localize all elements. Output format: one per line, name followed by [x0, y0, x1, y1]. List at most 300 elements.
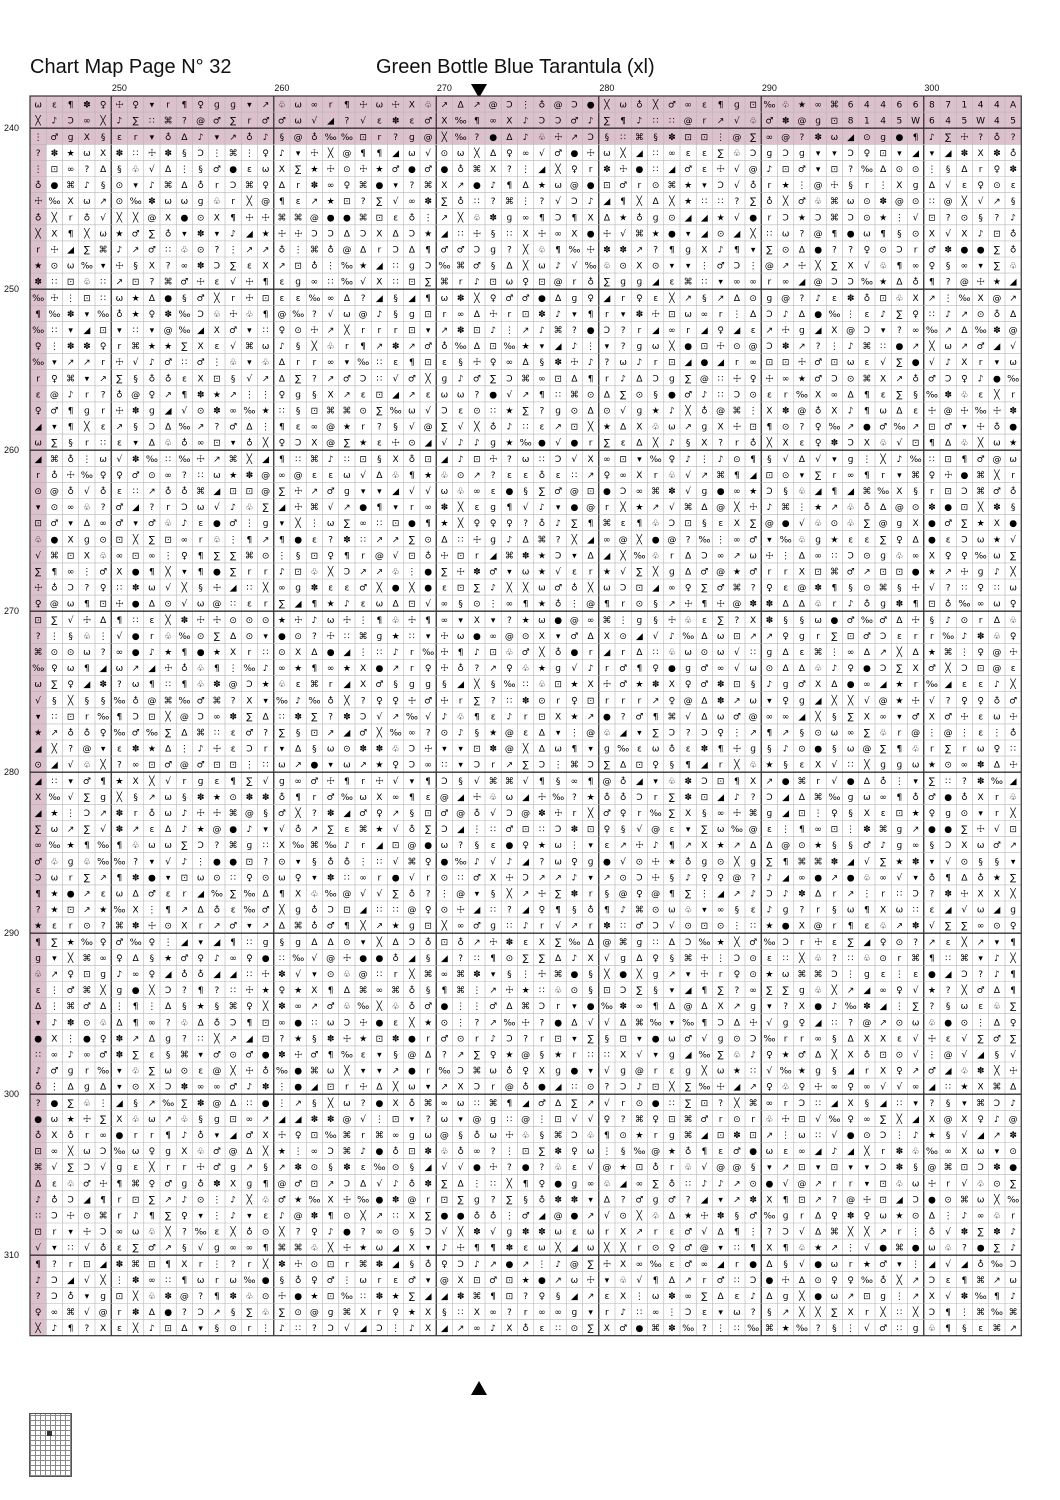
stitch-symbol: ♪ — [344, 841, 350, 852]
stitch-symbol: ★ — [164, 953, 173, 964]
stitch-symbol: ε — [51, 1179, 57, 1190]
stitch-symbol: ∑ — [717, 986, 724, 997]
stitch-symbol: ɡ — [782, 680, 789, 691]
stitch-symbol: ♧ — [277, 680, 286, 691]
stitch-symbol: ★ — [927, 760, 936, 771]
stitch-symbol: ⋮ — [358, 857, 368, 868]
stitch-symbol: ∆ — [555, 953, 562, 964]
stitch-symbol: ɡ — [84, 1082, 90, 1093]
stitch-symbol: ⌘ — [472, 1291, 482, 1302]
stitch-symbol: ♧ — [391, 567, 400, 578]
stitch-symbol: ♪ — [181, 1195, 188, 1206]
stitch-symbol: ☩ — [684, 599, 693, 610]
stitch-symbol: r — [832, 921, 837, 932]
stitch-symbol: ⌘ — [163, 696, 173, 707]
stitch-symbol: ∆ — [35, 1179, 42, 1190]
stitch-symbol: ⌘ — [683, 1114, 693, 1125]
stitch-symbol: ∞ — [375, 1227, 384, 1238]
stitch-symbol: ¶ — [717, 744, 724, 755]
stitch-symbol: ☩ — [115, 599, 124, 610]
stitch-symbol: ▾ — [35, 1018, 41, 1029]
stitch-symbol: ╳ — [864, 1227, 870, 1238]
row-number: 240 — [4, 123, 20, 134]
stitch-symbol: @ — [943, 406, 953, 417]
stitch-symbol: ♂ — [245, 1130, 254, 1141]
stitch-symbol: ♧ — [180, 1114, 189, 1125]
stitch-symbol: ☩ — [505, 986, 514, 997]
stitch-symbol: ♧ — [684, 1163, 693, 1174]
stitch-symbol: r — [166, 1163, 170, 1174]
stitch-symbol: @ — [586, 599, 596, 610]
stitch-symbol: ♀ — [246, 953, 253, 964]
stitch-symbol: ▾ — [490, 969, 496, 980]
stitch-symbol: ▾ — [247, 1211, 252, 1222]
stitch-symbol: § — [555, 1291, 561, 1302]
stitch-symbol: ☩ — [472, 358, 481, 369]
stitch-symbol: ⌘ — [634, 1114, 644, 1125]
stitch-symbol: ♪ — [474, 277, 480, 288]
stitch-symbol: ▾ — [913, 776, 918, 787]
stitch-symbol: √ — [344, 1324, 350, 1335]
stitch-symbol: ● — [537, 1082, 546, 1093]
stitch-symbol: r — [783, 390, 788, 401]
stitch-symbol: ● — [537, 1275, 546, 1286]
stitch-symbol: r — [68, 213, 73, 224]
stitch-symbol: ⊙ — [895, 1018, 904, 1029]
stitch-symbol: ● — [424, 583, 433, 594]
stitch-symbol: ⌘ — [309, 245, 319, 256]
stitch-symbol: @ — [992, 293, 1002, 304]
stitch-symbol: Ↄ — [619, 583, 627, 594]
stitch-symbol: ♂ — [521, 293, 530, 304]
stitch-symbol: § — [312, 1034, 317, 1045]
stitch-symbol: ⊙ — [733, 1034, 741, 1045]
stitch-symbol: ∞ — [635, 486, 644, 497]
stitch-symbol: ▾ — [815, 164, 821, 175]
stitch-symbol: Ↄ — [928, 1275, 936, 1286]
stitch-symbol: ◢ — [847, 1147, 855, 1158]
stitch-symbol: ♂ — [229, 1082, 238, 1093]
stitch-symbol: § — [750, 1163, 756, 1174]
stitch-symbol: r — [718, 309, 723, 320]
stitch-symbol: ∑ — [278, 728, 285, 739]
stitch-symbol: ∞ — [440, 615, 449, 626]
stitch-symbol: ω — [830, 132, 839, 143]
stitch-symbol: Ↄ — [571, 197, 578, 208]
stitch-symbol: r — [328, 680, 333, 691]
stitch-symbol: ⌘ — [732, 583, 742, 594]
stitch-symbol: ✽ — [375, 744, 384, 755]
stitch-symbol: ∷ — [961, 583, 968, 594]
stitch-symbol: ♀ — [343, 181, 351, 192]
stitch-symbol: ● — [537, 293, 546, 304]
stitch-symbol: ♁ — [164, 132, 172, 143]
stitch-symbol: ◢ — [538, 164, 546, 175]
stitch-symbol: ⌘ — [829, 213, 839, 224]
stitch-symbol: ╳ — [376, 937, 383, 948]
stitch-symbol: ● — [846, 680, 855, 691]
stitch-symbol: ∆ — [620, 1018, 627, 1029]
stitch-symbol: ¶ — [864, 905, 870, 916]
stitch-symbol: § — [653, 390, 658, 401]
stitch-symbol: ♪ — [474, 647, 480, 658]
stitch-symbol: @ — [651, 889, 661, 900]
stitch-symbol: ¶ — [67, 422, 74, 433]
stitch-symbol: ω — [651, 342, 660, 353]
stitch-symbol: r — [36, 470, 40, 481]
stitch-symbol: Ↄ — [798, 1098, 806, 1109]
stitch-symbol: ✽ — [603, 245, 611, 256]
stitch-symbol: √ — [214, 503, 220, 514]
stitch-symbol: ∞ — [131, 969, 140, 980]
stitch-symbol: ε — [360, 599, 366, 610]
stitch-symbol: ● — [261, 1275, 270, 1286]
stitch-symbol: ◢ — [782, 792, 790, 803]
stitch-symbol: ☩ — [196, 454, 205, 465]
stitch-symbol: ε — [669, 1259, 675, 1270]
stitch-symbol: ? — [929, 1002, 935, 1013]
stitch-symbol: ↗ — [749, 728, 757, 739]
stitch-symbol: ¶ — [831, 229, 838, 240]
stitch-symbol: r — [800, 1211, 804, 1222]
stitch-symbol: ♂ — [732, 1147, 741, 1158]
stitch-symbol: ♪ — [35, 1195, 42, 1206]
stitch-symbol: ◢ — [782, 873, 790, 884]
stitch-symbol: X — [132, 905, 139, 916]
stitch-symbol: @ — [553, 1211, 563, 1222]
stitch-symbol: ✽ — [164, 148, 172, 159]
stitch-symbol: ✽ — [651, 680, 660, 691]
stitch-symbol: ⊡ — [229, 1114, 237, 1125]
stitch-symbol: ⊡ — [473, 454, 481, 465]
stitch-symbol: ↗ — [83, 889, 91, 900]
stitch-symbol: ♂ — [326, 921, 335, 932]
stitch-symbol: ★ — [294, 986, 303, 997]
stitch-symbol: ♀ — [392, 1308, 399, 1319]
stitch-symbol: ⊡ — [505, 1291, 514, 1302]
stitch-symbol: § — [182, 148, 187, 159]
stitch-symbol: ω — [993, 599, 1001, 610]
stitch-symbol: ╳ — [604, 100, 610, 111]
stitch-symbol: √ — [945, 857, 952, 868]
stitch-symbol: § — [799, 728, 805, 739]
stitch-symbol: ∆ — [506, 261, 513, 272]
stitch-symbol: ∑ — [701, 1291, 708, 1302]
stitch-symbol: ⋮ — [342, 1275, 352, 1286]
stitch-symbol: ∑ — [928, 776, 935, 787]
stitch-symbol: ⊡ — [928, 213, 936, 224]
stitch-symbol: ? — [799, 293, 805, 304]
stitch-symbol: ╳ — [295, 519, 301, 530]
stitch-symbol: ⌘ — [196, 728, 206, 739]
stitch-symbol: ♧ — [82, 857, 91, 868]
stitch-symbol: ♀ — [51, 664, 58, 675]
stitch-symbol: X — [815, 760, 822, 771]
stitch-symbol: X — [181, 1147, 188, 1158]
stitch-symbol: ☩ — [927, 1034, 936, 1045]
stitch-symbol: ⊙ — [733, 342, 741, 353]
stitch-symbol: ¶ — [262, 1243, 269, 1254]
stitch-symbol: X — [51, 229, 58, 240]
stitch-symbol: ♁ — [749, 181, 757, 192]
stitch-symbol: ♁ — [1009, 245, 1017, 256]
stitch-symbol: ⋮ — [407, 567, 417, 578]
stitch-symbol: ◢ — [34, 776, 42, 787]
stitch-symbol: ♧ — [261, 1195, 270, 1206]
stitch-symbol: ∑ — [230, 889, 237, 900]
stitch-symbol: ⋮ — [959, 1308, 969, 1319]
stitch-symbol: ω — [863, 229, 871, 240]
stitch-symbol: ▾ — [68, 776, 73, 787]
stitch-symbol: X — [327, 390, 334, 401]
stitch-symbol: @ — [456, 808, 466, 819]
stitch-symbol: ⊙ — [196, 245, 205, 256]
stitch-symbol: @ — [683, 116, 693, 127]
stitch-symbol: ▾ — [312, 969, 317, 980]
stitch-symbol: ♁ — [246, 1227, 253, 1238]
stitch-symbol: ⊡ — [749, 100, 757, 111]
stitch-symbol: ¶ — [912, 599, 919, 610]
stitch-symbol: Ↄ — [749, 148, 757, 159]
stitch-symbol: ♀ — [961, 551, 968, 562]
stitch-symbol: ♀ — [278, 438, 286, 449]
stitch-symbol: § — [182, 1243, 187, 1254]
stitch-symbol: ∆ — [815, 1050, 822, 1061]
stitch-symbol: ∷ — [279, 953, 285, 964]
stitch-symbol: ● — [814, 245, 823, 256]
stitch-symbol: ♂ — [927, 1066, 936, 1077]
stitch-symbol: ‰ — [990, 1259, 1003, 1270]
stitch-symbol: ∑ — [815, 470, 822, 481]
stitch-symbol: r — [605, 374, 609, 385]
stitch-symbol: ε — [246, 261, 252, 272]
stitch-symbol: X — [571, 229, 578, 240]
stitch-symbol: ∆ — [343, 229, 350, 240]
stitch-symbol: ▾ — [572, 1002, 577, 1013]
stitch-symbol: ⌘ — [667, 712, 677, 723]
stitch-symbol: r — [68, 921, 73, 932]
stitch-symbol: ★ — [667, 857, 676, 868]
stitch-symbol: ω — [326, 615, 335, 626]
stitch-symbol: ∷ — [392, 261, 399, 272]
stitch-symbol: ⌘ — [797, 969, 807, 980]
stitch-symbol: § — [52, 696, 57, 707]
stitch-symbol: ɡ — [409, 132, 415, 143]
stitch-symbol: ◢ — [440, 229, 448, 240]
stitch-symbol: @ — [602, 776, 612, 787]
stitch-symbol: ∆ — [181, 1324, 188, 1335]
stitch-symbol: Ↄ — [766, 309, 773, 320]
stitch-symbol: ♀ — [262, 181, 269, 192]
stitch-symbol: ★ — [50, 808, 59, 819]
stitch-symbol: ∞ — [180, 261, 189, 272]
stitch-symbol: ⊙ — [50, 261, 59, 272]
stitch-symbol: @ — [212, 825, 222, 836]
stitch-symbol: ☩ — [391, 100, 400, 111]
stitch-symbol: ⌘ — [293, 921, 303, 932]
stitch-symbol: ● — [440, 164, 449, 175]
stitch-symbol: ɡ — [35, 953, 41, 964]
stitch-symbol: ‰ — [80, 937, 93, 948]
stitch-symbol: @ — [179, 760, 189, 771]
stitch-symbol: ╳ — [799, 1308, 805, 1319]
stitch-symbol: ♁ — [587, 277, 594, 288]
stitch-symbol: Ↄ — [359, 229, 367, 240]
stitch-symbol: ∆ — [685, 567, 692, 578]
stitch-symbol: ω — [505, 792, 514, 803]
stitch-symbol: ∞ — [375, 986, 384, 997]
stitch-symbol: ♁ — [522, 1324, 529, 1335]
stitch-symbol: ∞ — [424, 503, 432, 514]
stitch-symbol: ∞ — [521, 213, 530, 224]
stitch-symbol: ε — [978, 712, 984, 723]
stitch-symbol: ♪ — [490, 181, 497, 192]
stitch-symbol: ω — [343, 309, 351, 320]
stitch-symbol: ‰ — [844, 1002, 857, 1013]
stitch-symbol: ∆ — [148, 293, 155, 304]
stitch-symbol: ∆ — [733, 1018, 740, 1029]
stitch-symbol: ☩ — [927, 1179, 936, 1190]
stitch-symbol: ✽ — [781, 342, 790, 353]
stitch-symbol: ∞ — [781, 374, 790, 385]
stitch-symbol: § — [669, 873, 675, 884]
stitch-symbol: ∞ — [326, 181, 335, 192]
stitch-symbol: § — [555, 776, 561, 787]
stitch-symbol: ∆ — [766, 1259, 773, 1270]
stitch-symbol: √ — [360, 470, 367, 481]
stitch-symbol: ⌘ — [49, 454, 59, 465]
stitch-symbol: r — [345, 1259, 349, 1270]
stitch-symbol: X — [912, 293, 919, 304]
stitch-symbol: ∑ — [278, 486, 285, 497]
stitch-symbol: ⊙ — [440, 148, 449, 159]
stitch-symbol: ▾ — [1010, 857, 1016, 868]
stitch-symbol: ◢ — [619, 728, 627, 739]
stitch-symbol: ↗ — [830, 503, 839, 514]
stitch-symbol: § — [393, 309, 398, 320]
stitch-symbol: ✽ — [570, 889, 579, 900]
stitch-symbol: ♂ — [976, 986, 985, 997]
stitch-symbol: ∷ — [506, 1114, 513, 1125]
stitch-symbol: ∷ — [230, 873, 236, 884]
stitch-symbol: ▾ — [669, 1018, 675, 1029]
stitch-symbol: ⊡ — [895, 808, 904, 819]
stitch-symbol: ∞ — [976, 599, 985, 610]
stitch-symbol: ♀ — [441, 1259, 448, 1270]
stitch-symbol: ╳ — [587, 422, 594, 433]
stitch-symbol: ∞ — [603, 454, 611, 465]
stitch-symbol: ♪ — [279, 1324, 285, 1335]
stitch-symbol: ♂ — [180, 953, 189, 964]
stitch-symbol: ♁ — [116, 309, 123, 320]
stitch-symbol: r — [556, 1002, 560, 1013]
stitch-symbol: @ — [179, 712, 189, 723]
stitch-symbol: ⊡ — [456, 583, 465, 594]
stitch-symbol: ♪ — [636, 116, 643, 127]
stitch-symbol: ‰ — [877, 486, 890, 497]
stitch-symbol: ⊡ — [310, 406, 319, 417]
stitch-symbol: X — [132, 776, 139, 787]
stitch-symbol: ⊡ — [83, 1259, 91, 1270]
stitch-symbol: Ↄ — [961, 486, 968, 497]
stitch-symbol: √ — [327, 503, 334, 514]
stitch-symbol: ♂ — [50, 1066, 59, 1077]
stitch-symbol: ◢ — [814, 486, 822, 497]
stitch-symbol: ♀ — [506, 519, 513, 530]
stitch-symbol: ◢ — [343, 808, 351, 819]
stitch-symbol: ╳ — [51, 744, 58, 755]
stitch-symbol: ♧ — [196, 664, 205, 675]
stitch-symbol: ? — [506, 1163, 512, 1174]
stitch-symbol: ● — [131, 631, 140, 642]
stitch-symbol: ♀ — [684, 680, 692, 691]
stitch-symbol: ‰ — [763, 100, 776, 111]
stitch-symbol: ♪ — [620, 1308, 627, 1319]
stitch-symbol: @ — [716, 406, 726, 417]
stitch-symbol: Ↄ — [67, 583, 74, 594]
stitch-symbol: @ — [732, 1163, 742, 1174]
stitch-symbol: X — [977, 792, 984, 803]
stitch-symbol: ★ — [359, 438, 368, 449]
stitch-symbol: ◢ — [733, 229, 741, 240]
stitch-symbol: ⊙ — [911, 229, 920, 240]
stitch-symbol: ♀ — [863, 1211, 871, 1222]
stitch-symbol: ● — [716, 486, 725, 497]
stitch-symbol: ↗ — [261, 921, 270, 932]
stitch-symbol: ♧ — [196, 1147, 205, 1158]
stitch-symbol: ● — [814, 309, 823, 320]
stitch-symbol: ε — [230, 728, 236, 739]
stitch-symbol: ◢ — [700, 1195, 708, 1206]
stitch-symbol: ☩ — [976, 422, 985, 433]
stitch-symbol: ♁ — [213, 1018, 221, 1029]
stitch-symbol: ∆ — [1010, 1082, 1017, 1093]
stitch-symbol: § — [572, 905, 577, 916]
stitch-symbol: ⋮ — [894, 1130, 904, 1141]
stitch-symbol: ε — [799, 438, 805, 449]
stitch-symbol: ♂ — [212, 116, 221, 127]
stitch-symbol: ω — [538, 583, 546, 594]
stitch-symbol: ✽ — [538, 808, 546, 819]
stitch-symbol: ↗ — [586, 712, 595, 723]
stitch-symbol: ∞ — [684, 100, 692, 111]
stitch-symbol: ♁ — [684, 1147, 692, 1158]
stitch-symbol: ∷ — [522, 680, 529, 691]
stitch-symbol: ● — [586, 325, 595, 336]
stitch-symbol: r — [247, 647, 252, 658]
stitch-symbol: ⊡ — [716, 1130, 725, 1141]
stitch-symbol: ⊡ — [554, 1114, 562, 1125]
stitch-symbol: ⌘ — [878, 583, 888, 594]
stitch-symbol: √ — [555, 197, 562, 208]
stitch-symbol: ɡ — [799, 696, 805, 707]
stitch-symbol: ⌘ — [309, 454, 319, 465]
stitch-symbol: ✽ — [424, 1179, 432, 1190]
stitch-symbol: ⌘ — [423, 969, 433, 980]
stitch-symbol: @ — [797, 583, 807, 594]
stitch-symbol: ∞ — [879, 986, 887, 997]
stitch-symbol: ↗ — [846, 889, 855, 900]
stitch-symbol: ∞ — [408, 728, 416, 739]
stitch-symbol: ? — [474, 390, 480, 401]
stitch-symbol: ∆ — [392, 599, 399, 610]
stitch-symbol: X — [928, 1114, 935, 1125]
stitch-symbol: ∷ — [912, 905, 919, 916]
stitch-symbol: ⌘ — [98, 1211, 108, 1222]
stitch-symbol: ☩ — [212, 744, 221, 755]
stitch-symbol: ∞ — [229, 953, 237, 964]
stitch-symbol: ∞ — [879, 792, 887, 803]
